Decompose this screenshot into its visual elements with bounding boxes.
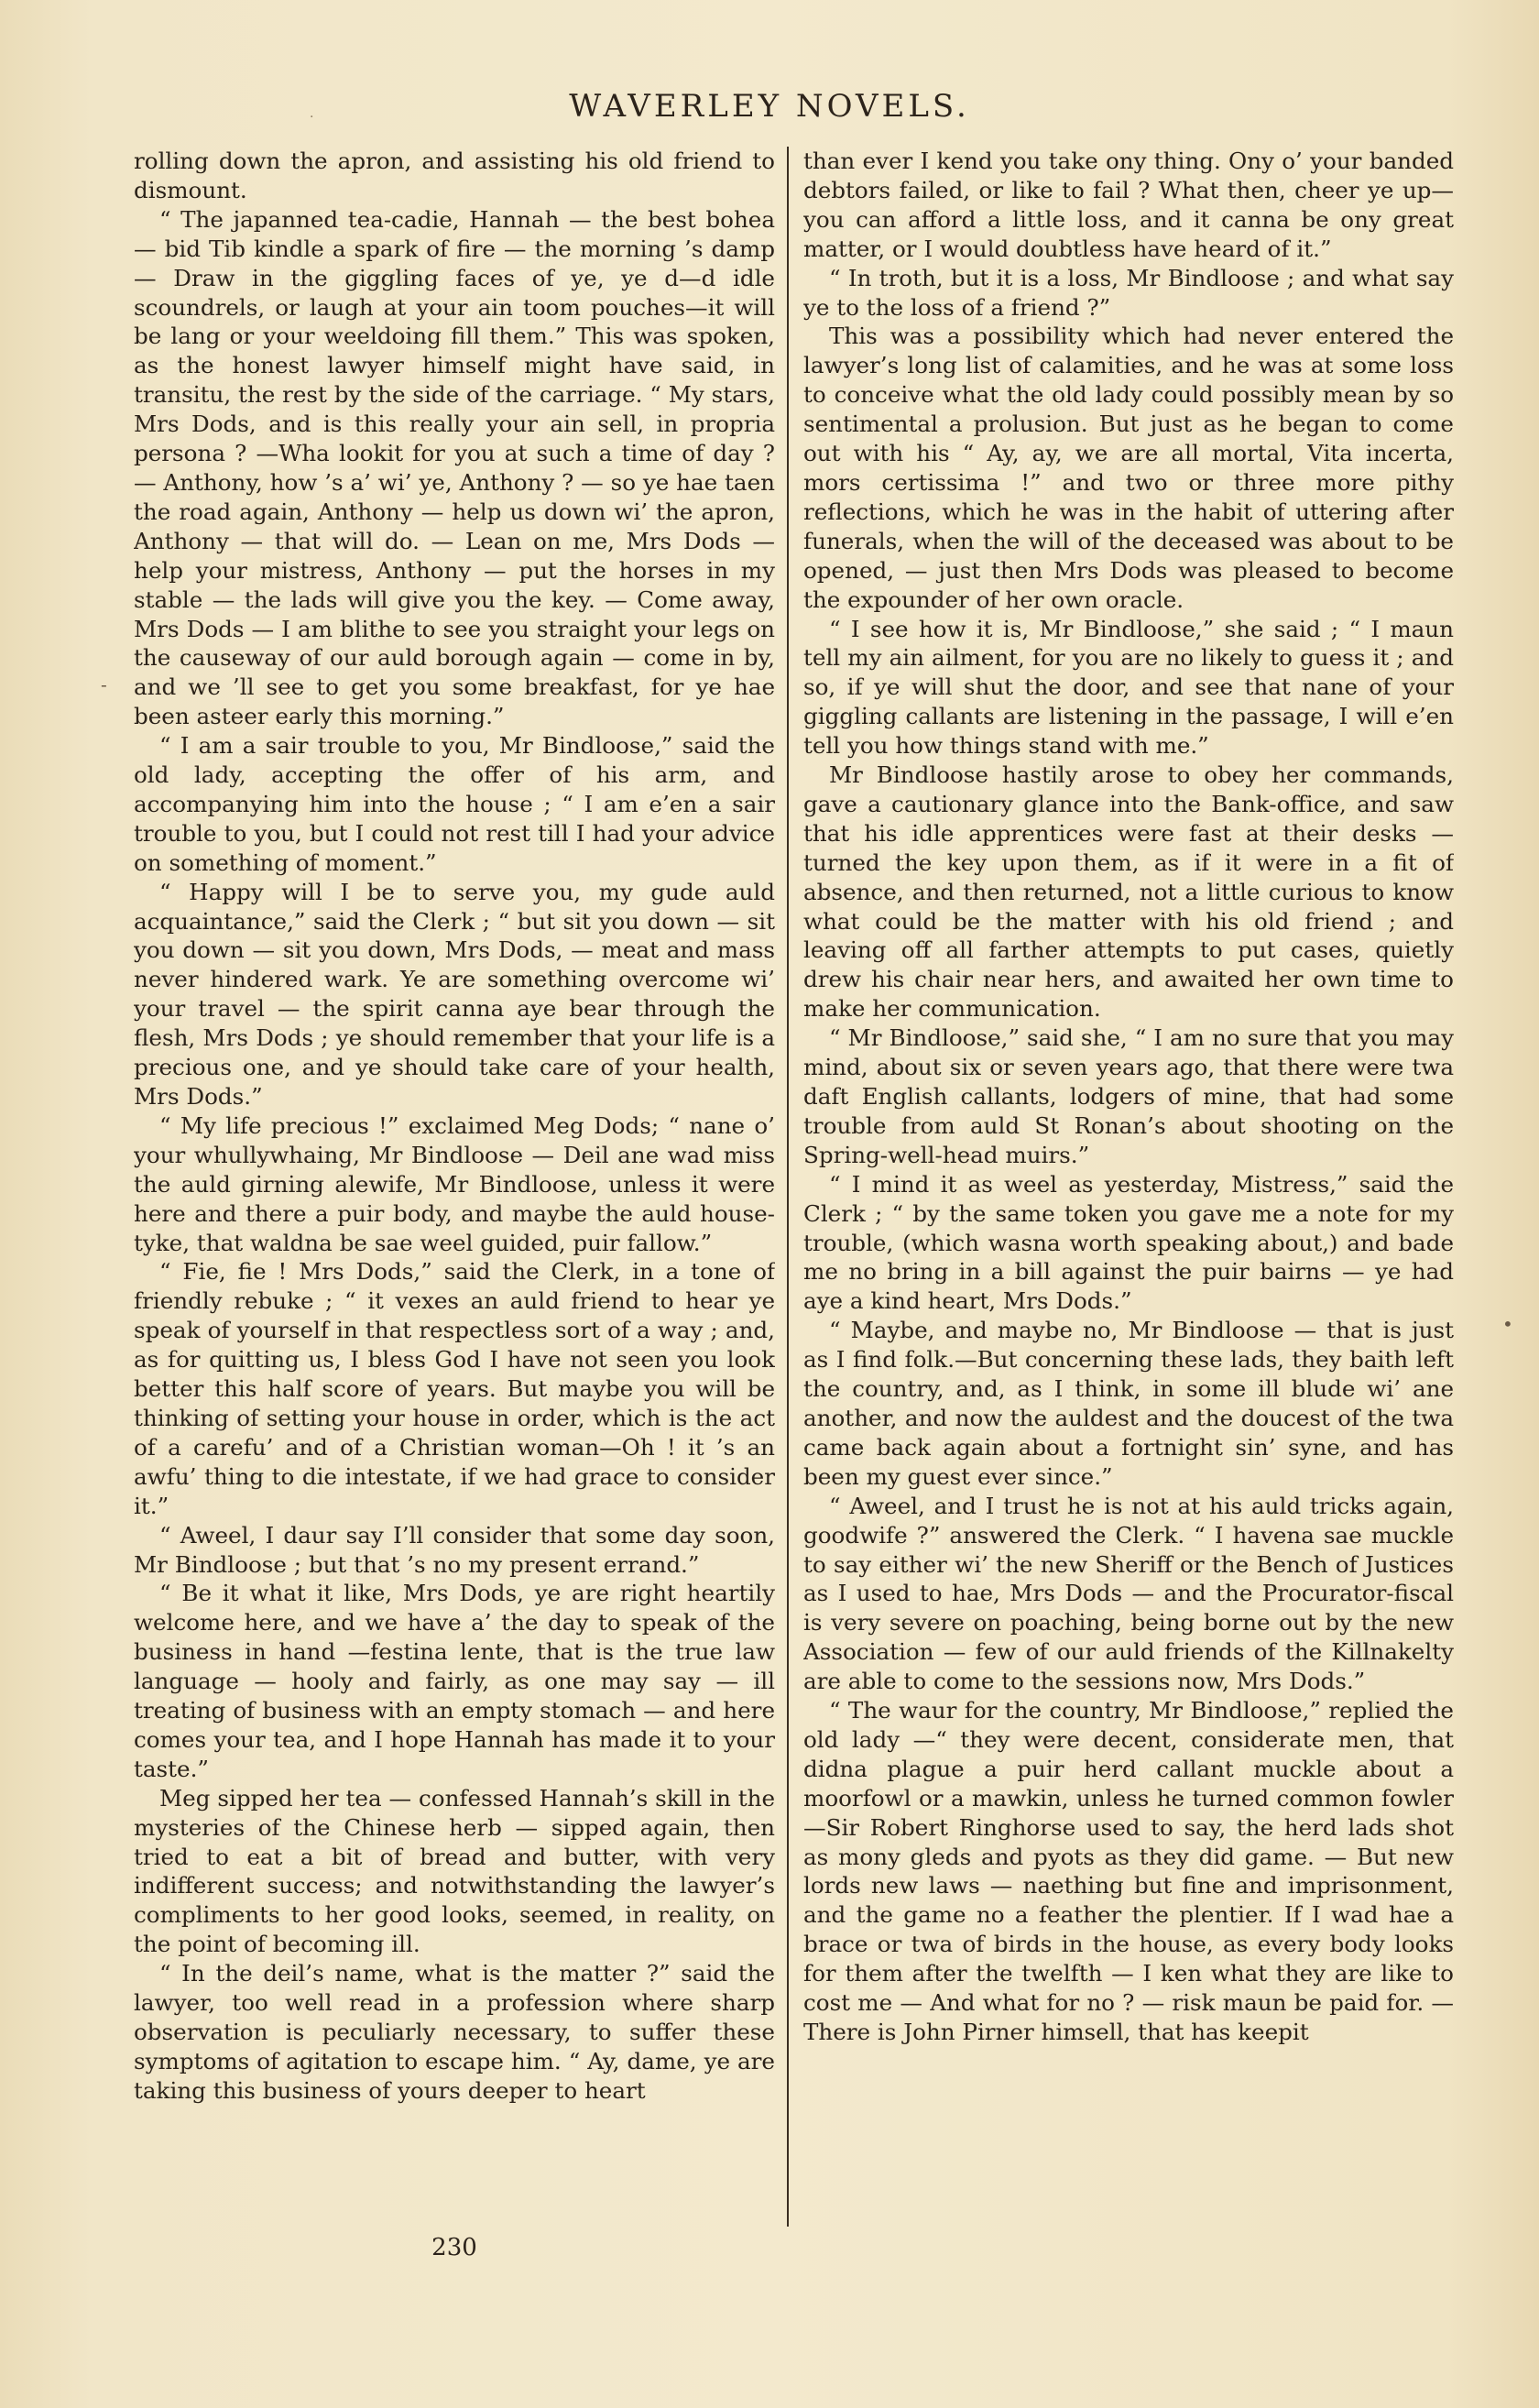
paragraph: “ Fie, fie ! Mrs Dods,” said the Clerk, in a tone of friendly rebuke ; “ it vexes an auld friend to hear ye speak of yourself in that respectless sort of a way ; and, as for quitting us, I bless God I have not seen you look better this half score of years. But maybe you will be thinking of setting your house in order, which is the act of a carefu’ and of a Christian woman—Oh ! it ’s an awfu’ thing to die intestate, if we had grace to consider it.” — [134, 1258, 775, 1519]
paragraph: “ Aweel, I daur say I’ll consider that some day soon, Mr Bindloose ; but that ’s no my present errand.” — [134, 1521, 775, 1578]
paragraph: rolling down the apron, and assisting his old friend to dismount. — [134, 148, 775, 203]
left-column — [134, 147, 775, 2227]
paragraph: “ The waur for the country, Mr Bindloose,” replied the old lady —“ they were decent, considerate men, that didna plague a puir herd callant muckle about a moorfowl or a mawkin, unless he turned common fowler—Sir Robert Ringhorse used to say, the herd lads shot as mony gleds and pyots as they did game. — But new lords new laws — naething but fine and imprisonment, and the game no a feather the plentier. If I wad hae a brace or twa of birds in the house, as every body looks for them after the twelfth — I ken what they are like to cost me — And what for no ? — risk maun be paid for. — There is John Pirner himsell, that has keepit — [803, 1697, 1454, 2045]
paragraph: “ I see how it is, Mr Bindloose,” she said ; “ I maun tell my ain ailment, for you are no likely to guess it ; and so, if ye will shut the door, and see that nane of your giggling callants are listening in the passage, I will e’en tell you how things stand with me.” — [803, 615, 1454, 760]
paragraph: than ever I kend you take ony thing. Ony o’ your banded debtors failed, or like to fail ? What then, cheer ye up—you can afford a little loss, and it canna be ony great matter, or I would doubtless have heard of it.” — [803, 148, 1454, 262]
column-rule — [787, 147, 789, 2227]
paragraph: “ Mr Bindloose,” said she, “ I am no sure that you may mind, about six or seven years ago, that there were twa daft English callants, lodgers of mine, that had some trouble from auld St Ronan’s about shooting on the Spring-well-head muirs.” — [803, 1024, 1454, 1168]
paragraph: “ In the deil’s name, what is the matter ?” said the lawyer, too well read in a profession where sharp observation is peculiarly necessary, to suffer these symptoms of agitation to escape him. “ Ay, dame, ye are taking this business of yours deeper to heart — [134, 1960, 775, 2104]
paragraph: Meg sipped her tea — confessed Hannah’s skill in the mysteries of the Chinese herb — sipped again, then tried to eat a bit of bread and butter, with very indifferent success; and notwithstanding the lawyer’s compliments to her good looks, seemed, in reality, on the point of becoming ill. — [134, 1784, 775, 1958]
margin-dot: • — [1502, 1313, 1513, 1335]
page-number: 230 — [431, 2234, 477, 2261]
paragraph: “ Happy will I be to serve you, my gude auld acquaintance,” said the Clerk ; “ but sit you down — sit you down — sit you down, Mrs Dods, — meat and mass never hindered wark. Ye are something overcome wi’ your travel — the spirit canna aye bear through the flesh, Mrs Dods ; ye should remember that your life is a precious one, and ye should take care of your health, Mrs Dods.” — [134, 878, 775, 1110]
paragraph: “ Aweel, and I trust he is not at his auld tricks again, goodwife ?” answered the Clerk. “ I havena sae muckle to say either wi’ the new Sheriff or the Bench of Justices as I used to hae, Mrs Dods — and the Procurator-fiscal is very severe on poaching, being borne out by the new Association — few of our auld friends of the Killnakelty are able to come to the sessions now, Mrs Dods.” — [803, 1492, 1454, 1695]
paragraph: “ I am a sair trouble to you, Mr Bindloose,” said the old lady, accepting the offer of his arm, and accompanying him into the house ; “ I am e’en a sair trouble to you, but I could not rest till I had your advice on something of moment.” — [134, 732, 775, 876]
paragraph: “ The japanned tea-cadie, Hannah — the best bohea — bid Tib kindle a spark of fire — the morning ’s damp — Draw in the giggling faces of ye, ye d—d idle scoundrels, or laugh at your ain toom pouches—it will be lang or your weeldoing fill them.” This was spoken, as the honest lawyer himself might have said, in transitu, the rest by the side of the carriage. “ My stars, Mrs Dods, and is this really your ain sell, in propria persona ? —Wha lookit for you at such a time of day ? — Anthony, how ’s a’ wi’ ye, Anthony ? — so ye hae taen the road again, Anthony — help us down wi’ the apron, Anthony — that will do. — Lean on me, Mrs Dods — help your mistress, Anthony — put the horses in my stable — the lads will give you the key. — Come away, Mrs Dods — I am blithe to see you straight your legs on the causeway of our auld borough again — come in by, and we ’ll see to get you some breakfast, for ye hae been asteer early this morning.” — [134, 205, 775, 730]
margin-dash: - — [101, 673, 107, 695]
paragraph: “ Be it what it like, Mrs Dods, ye are right heartily welcome here, and we have a’ the day to speak of the business in hand —festina lente, that is the true law language — hooly and fairly, as one may say — ill treating of business with an empty stomach — and here comes your tea, and I hope Hannah has made it to your taste.” — [134, 1580, 775, 1782]
paragraph: “ In troth, but it is a loss, Mr Bindloose ; and what say ye to the loss of a friend ?” — [803, 264, 1454, 321]
print-speck: · — [310, 110, 314, 125]
right-column — [803, 147, 1454, 2227]
paragraph: Mr Bindloose hastily arose to obey her commands, gave a cautionary glance into the Bank-office, and saw that his idle apprentices were fast at their desks — turned the key upon them, as if it were in a fit of absence, and then returned, not a little curious to know what could be the matter with his old friend ; and leaving off all farther attempts to put cases, quietly drew his chair near hers, and awaited her own time to make her communication. — [803, 761, 1454, 1023]
paragraph: “ My life precious !” exclaimed Meg Dods; “ nane o’ your whullywhaing, Mr Bindloose — Deil ane wad miss the auld girning alewife, Mr Bindloose, unless it were here and there a puir body, and maybe the auld house-tyke, that waldna be sae weel guided, puir fallow.” — [134, 1111, 775, 1256]
paragraph: “ Maybe, and maybe no, Mr Bindloose — that is just as I find folk.—But concerning these lads, they baith left the country, and, as I think, in some ill blude wi’ ane another, and now the auldest and the doucest of the twa came back again about a fortnight sin’ syne, and has been my guest ever since.” — [803, 1317, 1454, 1490]
paragraph: This was a possibility which had never entered the lawyer’s long list of calamities, and he was at some loss to conceive what the old lady could possibly mean by so sentimental a prolusion. But just as he began to come out with his “ Ay, ay, we are all mortal, Vita incerta, mors certissima !” and two or three more pithy reflections, which he was in the habit of uttering after funerals, when the will of the deceased was about to be opened, — just then Mrs Dods was pleased to become the expounder of her own oracle. — [803, 323, 1454, 613]
paragraph: “ I mind it as weel as yesterday, Mistress,” said the Clerk ; “ by the same token you gave me a note for my trouble, (which wasna worth speaking about,) and bade me no bring in a bill against the puir bairns — ye had aye a kind heart, Mrs Dods.” — [803, 1170, 1454, 1315]
running-head: WAVERLEY NOVELS. — [569, 88, 970, 125]
